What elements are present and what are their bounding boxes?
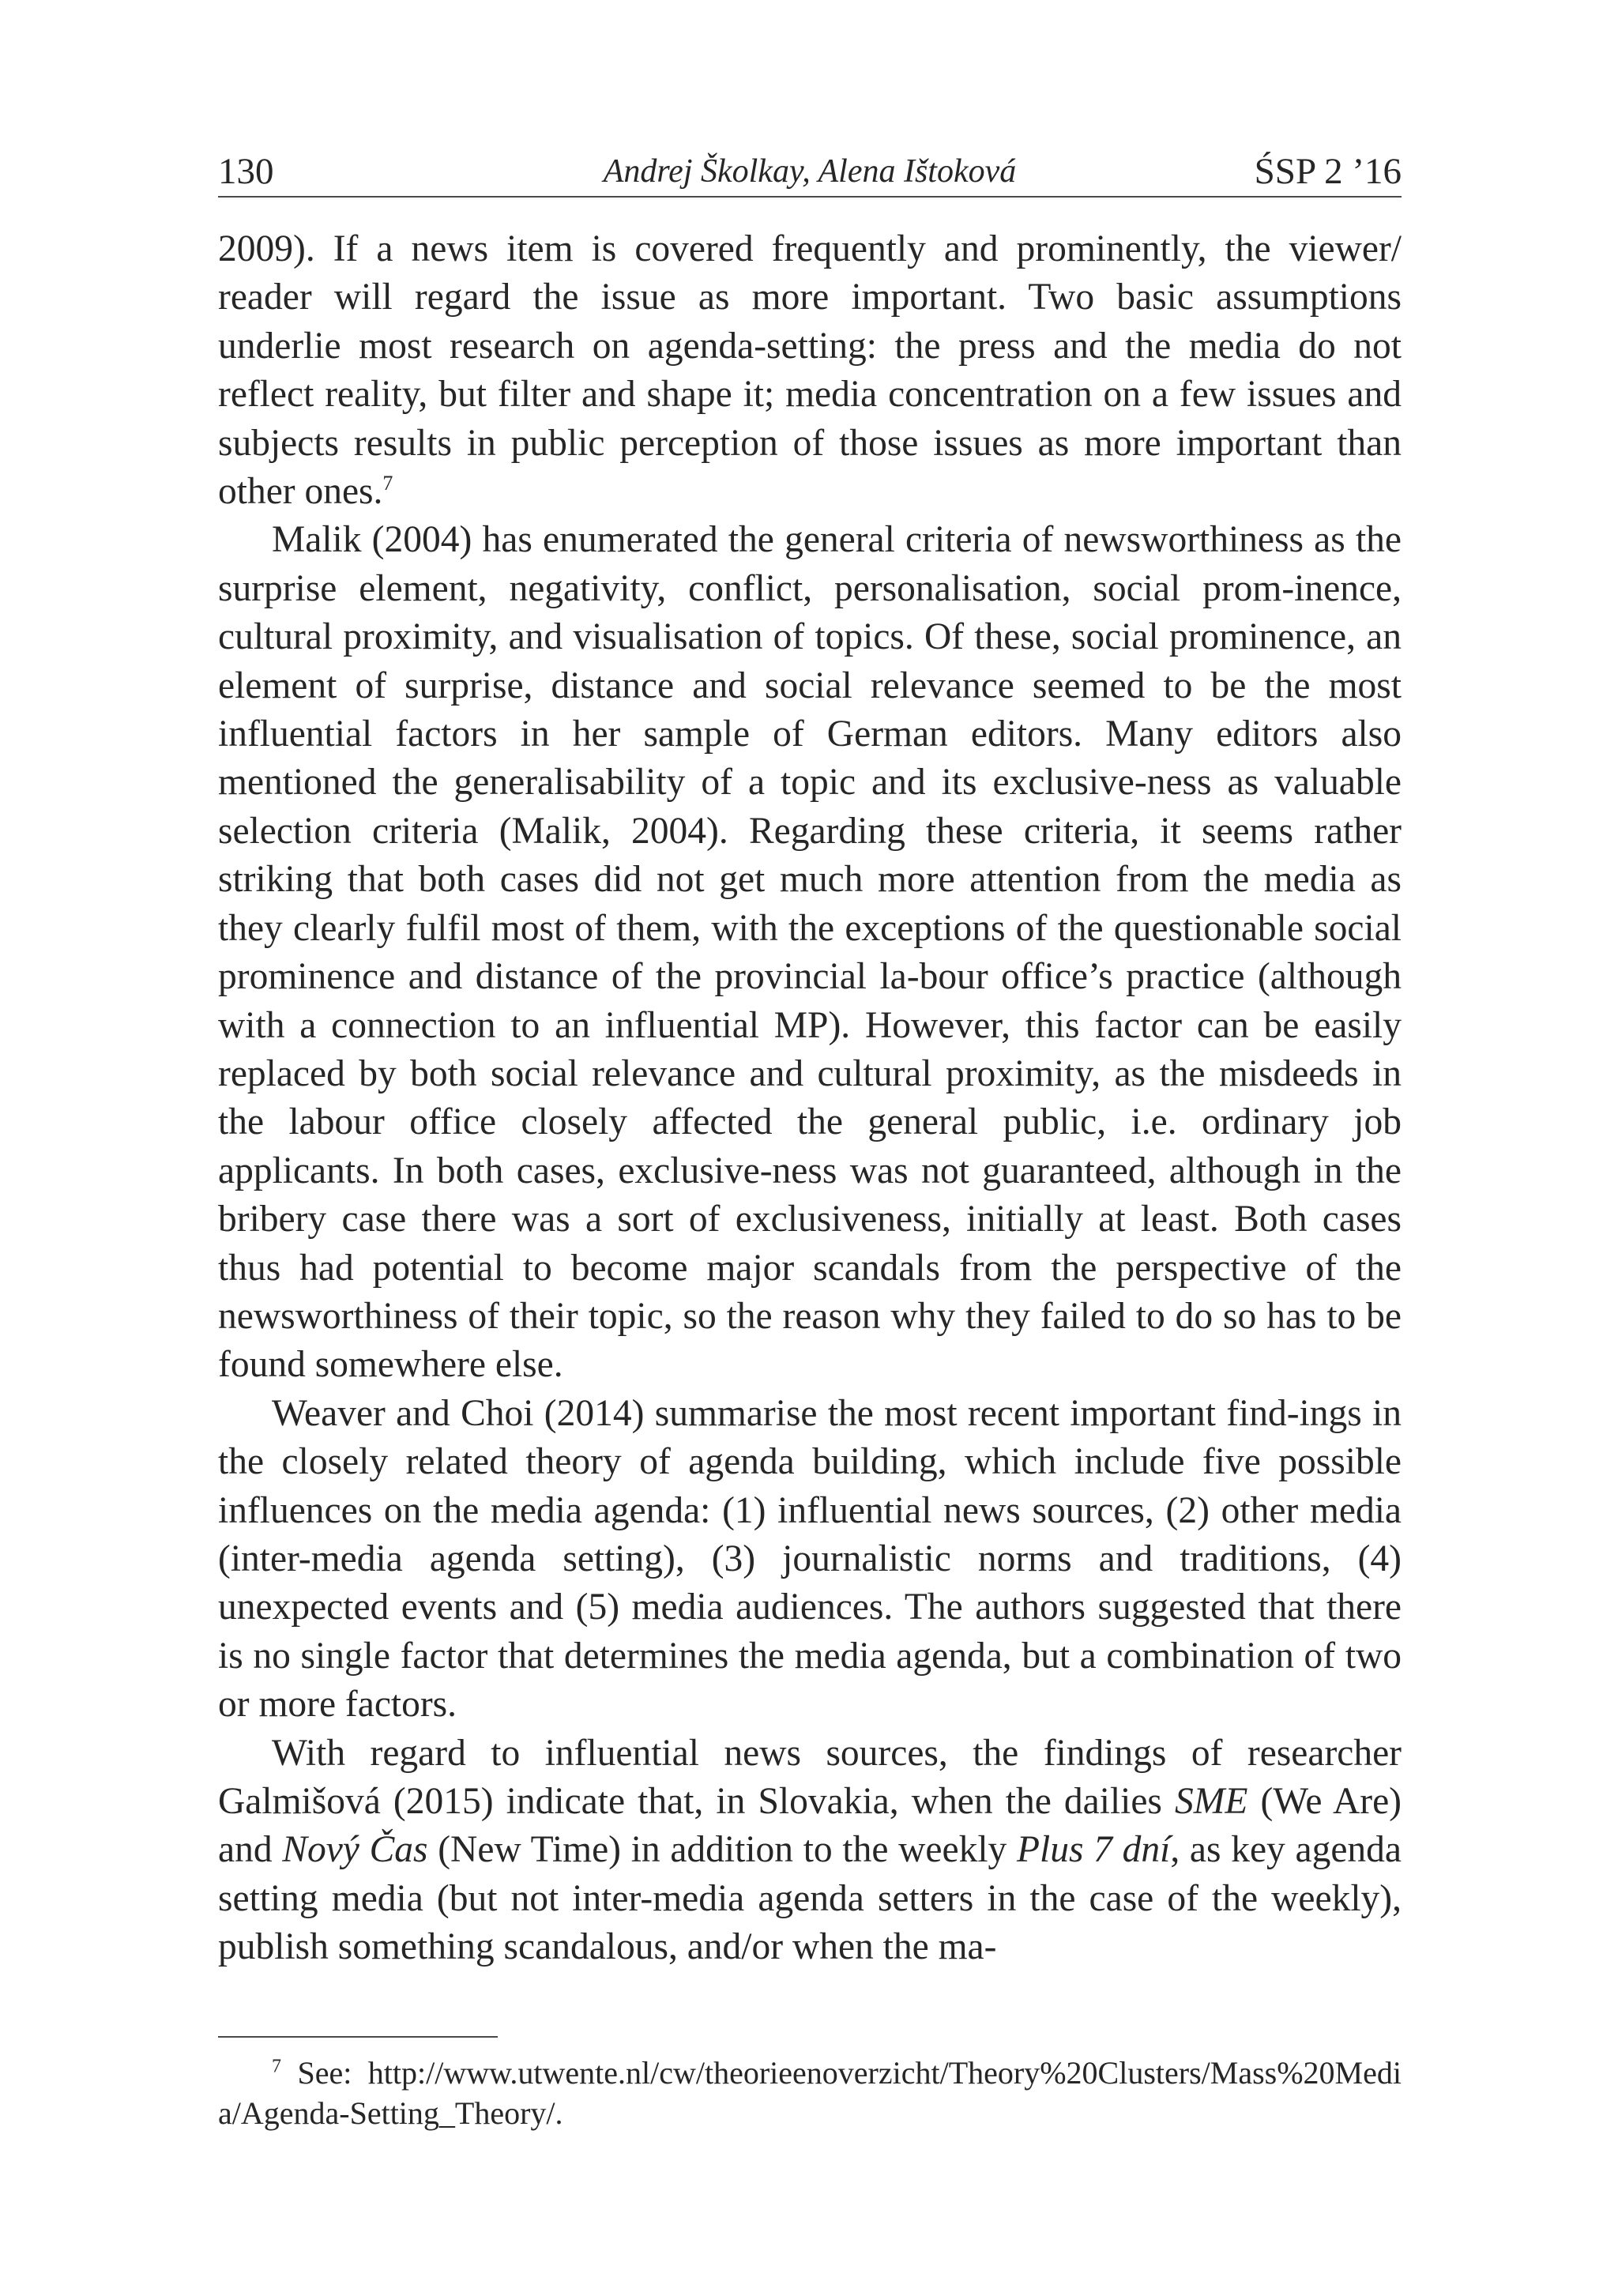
paragraph-4 [218,1730,1402,1972]
paragraph-1 [218,225,1402,516]
footnote-url: http://www.utwente.nl/cw/theorieenoverzicht/Theory%20Clusters/Mass%20Media/Agenda-Setting_Theory/. [218,2055,1402,2131]
paragraph-4-text-b: (We Are) and [218,1781,1402,1871]
paragraph-4-text-a: With regard to influential news sources, the findings of researcher Galmišová (2015) indicate that, in Slovakia, when the dailies [218,1732,1402,1822]
page-number: 130 [218,151,274,192]
footnote [218,2053,1402,2133]
paragraph-1-text: 2009). If a news item is covered frequently and prominently, the viewer/ reader will regard the issue as more important. Two basic assumptions underlie most research on agenda-setting: the press and the media do not reflect reality, but filter and shape it; media concentration on a few issues and subjects results in public perception of those issues as more important than other ones. [218,228,1402,513]
running-head [218,147,1402,198]
footnote-label: See: [297,2055,368,2091]
footnote-divider [218,2036,498,2038]
running-head-authors: Andrej Školkay, Alena Ištoková [603,153,1017,190]
paragraph-4-text-d: , as key agenda setting media (but not inter-media agenda setters in the case of the weekly), publish something scandalous, and/or when the ma- [218,1829,1402,1968]
paragraph-4-text-c: (New Time) in addition to the weekly [427,1829,1018,1871]
running-head-journal: ŚSP 2 ’16 [1254,151,1402,192]
paragraph-3: Weaver and Choi (2014) summarise the most recent important find-ings in the closely related theory of agenda building, which include five possible influences on the media agenda: (1) influential news sources, (2) other media (inter-media agenda setting), (3) journalistic norms and traditions, (4) unexpected events and (5) media audiences. The authors suggested that there is no single factor that determines the media agenda, but a combination of two or more factors. [218,1392,1402,1726]
footnote-number: 7 [272,2056,281,2077]
body-text [218,225,1402,1972]
page [218,0,1402,2296]
title-plus-7-dni: Plus 7 dní [1017,1829,1171,1871]
footnote-reference: 7 [382,472,393,495]
paragraph-2: Malik (2004) has enumerated the general criteria of newsworthiness as the surprise element, negativity, conflict, personalisation, social prom-inence, cultural proximity, and visualisation of topics. Of these, social prominence, an element of surprise, distance and social relevance seemed to be the most influential factors in her sample of German editors. Many editors also mentioned the generalisability of a topic and its exclusive-ness as valuable selection criteria (Malik, 2004). Regarding these criteria, it seems rather striking that both cases did not get much more attention from the media as they clearly fulfil most of them, with the exceptions of the questionable social prominence and distance of the provincial la-bour office’s practice (although with a connection to an influential MP). However, this factor can be easily replaced by both social relevance and cultural proximity, as the misdeeds in the labour office closely affected the general public, i.e. ordinary job applicants. In both cases, exclusive-ness was not guaranteed, although in the bribery case there was a sort of exclusiveness, initially at least. Both cases thus had potential to become major scandals from the perspective of the newsworthiness of their topic, so the reason why they failed to do so has to be found somewhere else. [218,519,1402,1386]
title-sme: SME [1175,1781,1248,1822]
title-novy-cas: Nový Čas [282,1829,428,1871]
